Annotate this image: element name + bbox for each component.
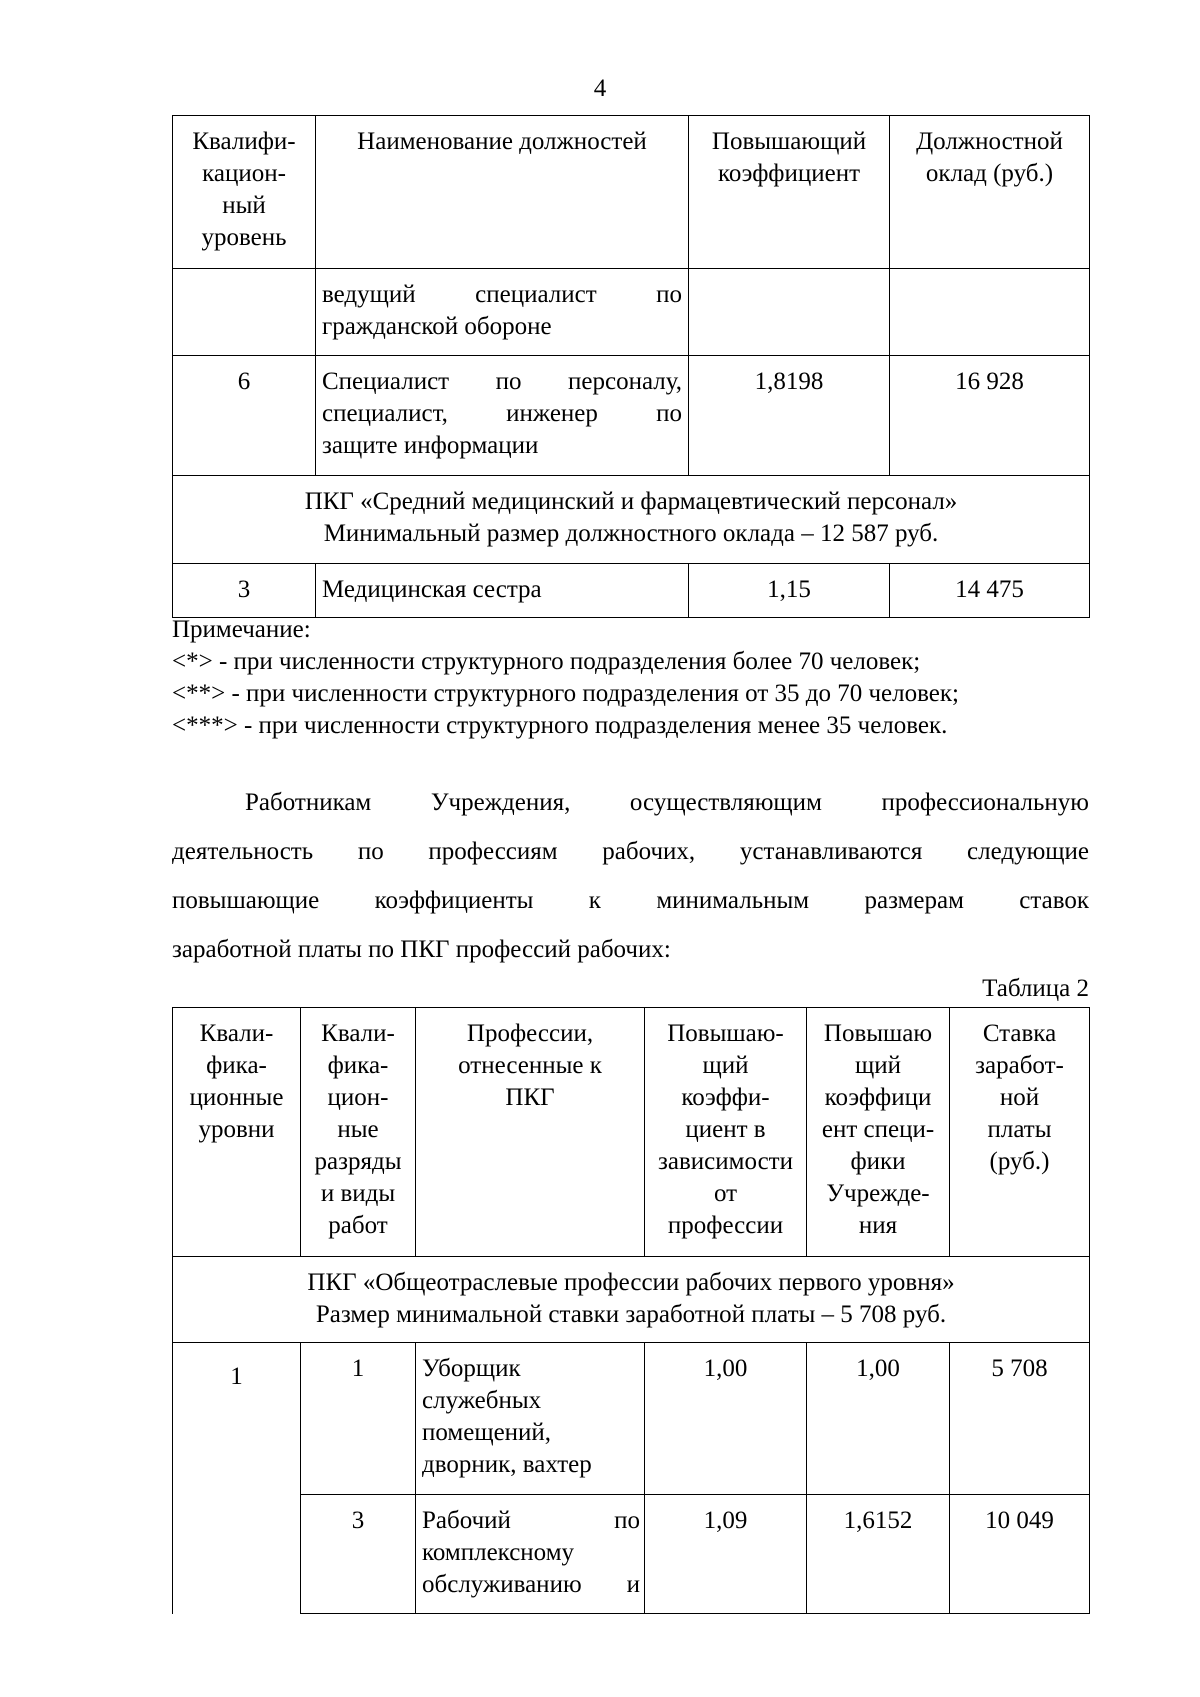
cell-grade: 3 [301,1495,416,1614]
table-caption: Таблица 2 [982,975,1089,1002]
positions-table [172,115,1090,618]
cell-level: 6 [173,356,316,476]
table-row [173,1495,1090,1614]
header-professions: Профессии, отнесенные к ПКГ [416,1008,645,1257]
cell-position: ведущий специалист по гражданской обороне [316,269,689,356]
header-profession-coefficient: Повышаю- щий коэффи- циент в зависимости от профессии [645,1008,807,1257]
table-row [173,356,1090,476]
cell-wage-rate: 5 708 [950,1343,1090,1495]
header-qualification-level: Квалифи- кацион- ный уровень [173,116,316,269]
header-qualification-levels: Квали- фика- ционные уровни [173,1008,301,1257]
cell-profession-coefficient: 1,09 [645,1495,807,1614]
header-coefficient: Повышающий коэффициент [689,116,890,269]
group-minimum: Минимальный размер должностного оклада – 12 587 руб. [323,520,939,547]
cell-position: Медицинская сестра [316,564,689,618]
cell-level: 3 [173,564,316,618]
header-salary: Должностной оклад (руб.) [890,116,1090,269]
worker-rates-table [172,1007,1090,1614]
group-header-row [173,1257,1090,1343]
header-institution-coefficient: Повышаю щий коэффици ент специ- фики Учрежде- ния [807,1008,950,1257]
group-minimum: Размер минимальной ставки заработной платы – 5 708 руб. [315,1301,947,1328]
header-position-name: Наименование должностей [316,116,689,269]
cell-institution-coefficient: 1,00 [807,1343,950,1495]
note-block [172,614,1102,742]
cell-wage-rate: 10 049 [950,1495,1090,1614]
cell-position: Специалист по персоналу, специалист, инженер по защите информации [316,356,689,476]
group-header-cell [173,476,1090,564]
body-paragraph: Работникам Учреждения, осуществляющим профессиональную деятельность по профессиям рабочих, устанавливаются следующие повышающие коэффициенты к минимальным размерам ставок заработной платы по ПКГ профессий рабочих: [172,789,1089,963]
note-title: Примечание: [172,616,311,643]
table-row [173,1343,1090,1495]
cell-institution-coefficient: 1,6152 [807,1495,950,1614]
cell-salary: 16 928 [890,356,1090,476]
page-number: 4 [593,75,607,102]
cell-coefficient: 1,8198 [689,356,890,476]
cell-salary [890,269,1090,356]
note-line: <***> - при численности структурного подразделения менее 35 человек. [172,712,948,739]
group-title: ПКГ «Средний медицинский и фармацевтический персонал» [304,488,958,515]
header-wage-rate: Ставка заработ- ной платы (руб.) [950,1008,1090,1257]
cell-coefficient [689,269,890,356]
cell-coefficient: 1,15 [689,564,890,618]
cell-profession: Рабочий по комплексному обслуживанию и [416,1495,645,1614]
table-header-row [173,116,1090,269]
table-row [173,269,1090,356]
note-line: <*> - при численности структурного подразделения более 70 человек; [172,648,921,675]
cell-profession: Уборщик служебных помещений, дворник, вахтер [416,1343,645,1495]
note-line: <**> - при численности структурного подразделения от 35 до 70 человек; [172,680,959,707]
group-header-cell [173,1257,1090,1343]
table-header-row [173,1008,1090,1257]
group-header-row [173,476,1090,564]
cell-level: 1 [173,1343,301,1614]
cell-level [173,269,316,356]
cell-profession-coefficient: 1,00 [645,1343,807,1495]
group-title: ПКГ «Общеотраслевые профессии рабочих первого уровня» [307,1269,955,1296]
cell-salary: 14 475 [890,564,1090,618]
cell-grade: 1 [301,1343,416,1495]
header-grades: Квали- фика- цион- ные разряды и виды работ [301,1008,416,1257]
table-row [173,564,1090,618]
